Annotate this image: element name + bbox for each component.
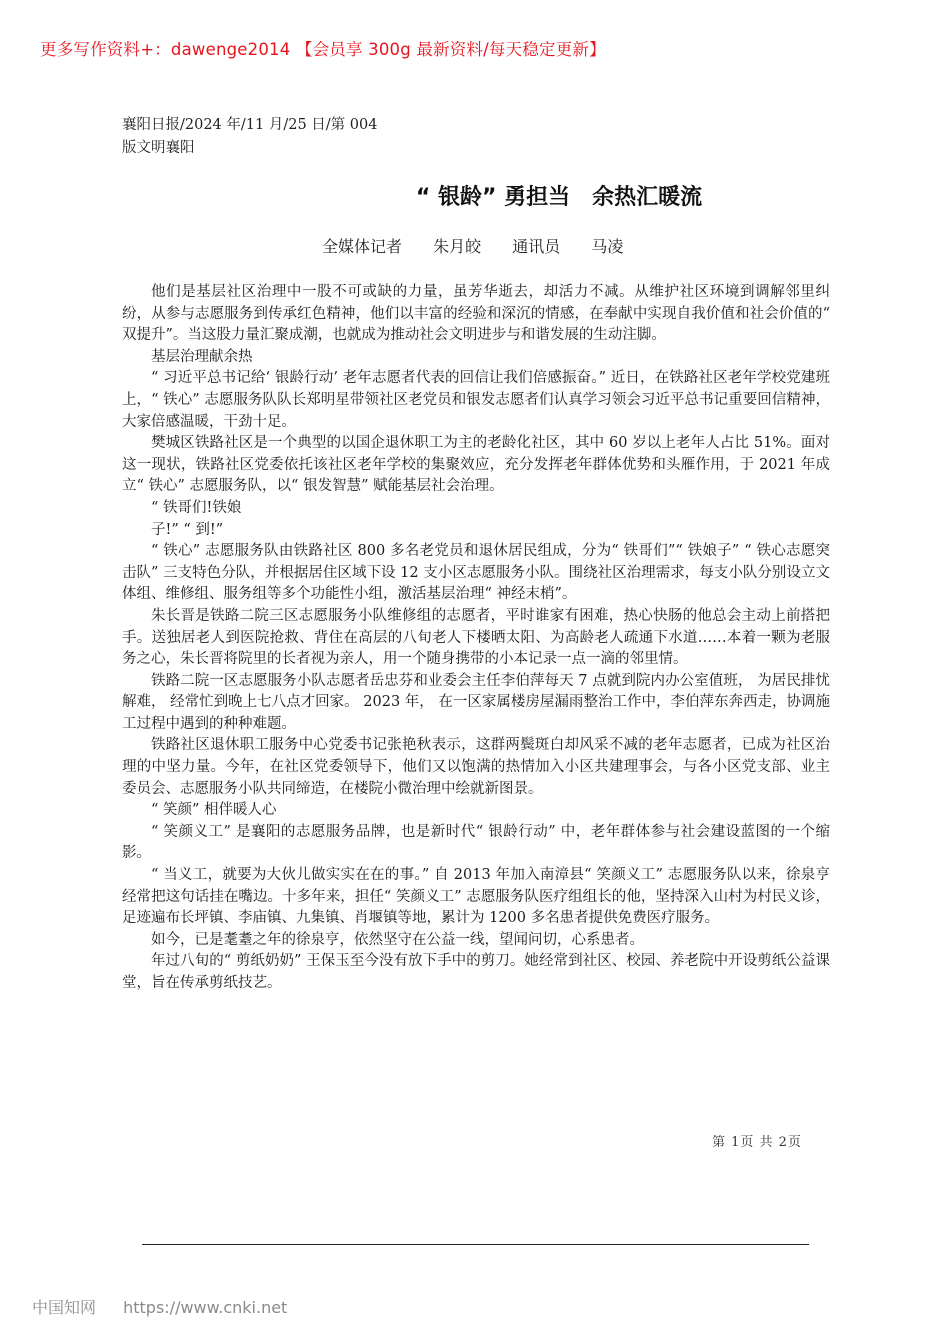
- byline: [322, 234, 641, 257]
- source-line-1: 襄阳日报/2024 年/11 月/25 日/第 004: [122, 117, 378, 133]
- paragraph: 朱长晋是铁路二院三区志愿服务小队维修组的志愿者，平时谁家有困难，热心快肠的他总会主动上前搭把手。送独居老人到医院抢救、背住在高层的八旬老人下楼晒太阳、为高龄老人疏通下水道……本着一颗为老服务之心，朱长晋将院里的长者视为亲人，用一个随身携带的小本记录一点一滴的邻里情。: [122, 607, 830, 668]
- footer-divider: [142, 1244, 809, 1245]
- byline-role-2: 通讯员: [512, 237, 561, 256]
- paragraph: “ 习近平总书记给‘ 银龄行动’ 老年志愿者代表的回信让我们倍感振奋。” 近日，在铁路社区老年学校党建班上，“ 铁心” 志愿服务队队长郑明星带领社区老党员和银发志愿者们认真学习领会习近平总书记重要回信精神，大家倍感温暖，干劲十足。: [122, 370, 830, 430]
- paragraph: 铁路社区退休职工服务中心党委书记张艳秋表示，这群两鬓斑白却风采不减的老年志愿者，已成为社区治理的中坚力量。今年，在社区党委领导下，他们又以饱满的热情加入小区共建理事会，与各小区党支部、业主委员会、志愿服务小队共同缔造，在楼院小微治理中绘就新图景。: [122, 737, 830, 797]
- section-heading: “ 笑颜” 相伴暖人心: [151, 802, 277, 819]
- article-title-wrap: [0, 180, 950, 211]
- section-heading: 基层治理献余热: [151, 348, 253, 365]
- paragraph: “ 当义工，就要为大伙儿做实实在在的事。” 自 2013 年加入南漳县“ 笑颜义工” 志愿服务队以来，徐泉亨经常把这句话挂在嘴边。十多年来，担任“ 笑颜义工” 志愿服务队医疗组组长的他，坚持深入山村为村民义诊，足迹遍布长坪镇、李庙镇、九集镇、肖堰镇等地，累计为 1200 多名患者提供免费医疗服务。: [122, 867, 830, 927]
- paragraph: 他们是基层社区治理中一股不可或缺的力量，虽芳华逝去，却活力不减。从维护社区环境到调解邻里纠纷，从参与志愿服务到传承红色精神，他们以丰富的经验和深沉的情感，在奉献中实现自我价值和社会价值的“ 双提升”。当这股力量汇聚成潮，也就成为推动社会文明进步与和谐发展的生动注脚。: [122, 284, 830, 344]
- cnki-brand: 中国知网: [32, 1298, 97, 1317]
- paragraph: 年过八旬的“ 剪纸奶奶” 王保玉至今没有放下手中的剪刀。她经常到社区、校园、养老院中开设剪纸公益课堂，旨在传承剪纸技艺。: [122, 953, 830, 991]
- paragraph: 如今，已是耄耋之年的徐泉亨，依然坚守在公益一线，望闻问切，心系患者。: [151, 931, 644, 948]
- section-heading-continued: 子!” “ 到!”: [151, 521, 224, 538]
- cnki-url[interactable]: https://www.cnki.net: [123, 1298, 288, 1317]
- source-line-2: 版文明襄阳: [122, 140, 195, 156]
- byline-role-1: 全媒体记者: [322, 237, 403, 256]
- article-body: [122, 282, 830, 995]
- footer-watermark: [32, 1295, 287, 1318]
- article-title: “ 银龄” 勇担当 余热汇暖流: [415, 185, 703, 210]
- paragraph: “ 铁心” 志愿服务队由铁路社区 800 多名老党员和退休居民组成，分为“ 铁哥们”“ 铁娘子” “ 铁心志愿突击队” 三支特色分队，并根据居住区域下设 12 支小区志愿服务小队。围绕社区治理需求，每支小队分别设立文体组、维修组、服务组等多个功能性小组，激活基层治理“ 神经末梢”。: [122, 543, 830, 603]
- byline-name-1: 朱月皎: [433, 237, 482, 256]
- paragraph: “ 笑颜义工” 是襄阳的志愿服务品牌，也是新时代“ 银龄行动” 中，老年群体参与社会建设蓝图的一个缩影。: [122, 823, 830, 862]
- section-heading: “ 铁哥们!铁娘: [151, 499, 242, 516]
- source-info: [122, 114, 377, 160]
- byline-name-2: 马凌: [591, 237, 624, 256]
- paragraph: 樊城区铁路社区是一个典型的以国企退休职工为主的老龄化社区，其中 60 岁以上老年人占比 51%。面对这一现状，铁路社区党委依托该社区老年学校的集聚效应，充分发挥老年群体优势和头雁作用，于 2021 年成立“ 铁心” 志愿服务队，以“ 银发智慧” 赋能基层社会治理。: [122, 435, 830, 495]
- paragraph: 铁路二院一区志愿服务小队志愿者岳忠芬和业委会主任李伯萍每天 7 点就到院内办公室值班， 为居民排忧解难， 经常忙到晚上七八点才回家。 2023 年， 在一区家属楼房屋漏雨整治工作中，李伯萍东奔西走，协调施工过程中遇到的种种难题。: [122, 672, 830, 732]
- promo-banner: 更多写作资料+：dawenge2014 【会员享 300g 最新资料/每天稳定更新】: [40, 40, 606, 59]
- page-indicator: 第 1页 共 2页: [712, 1135, 802, 1150]
